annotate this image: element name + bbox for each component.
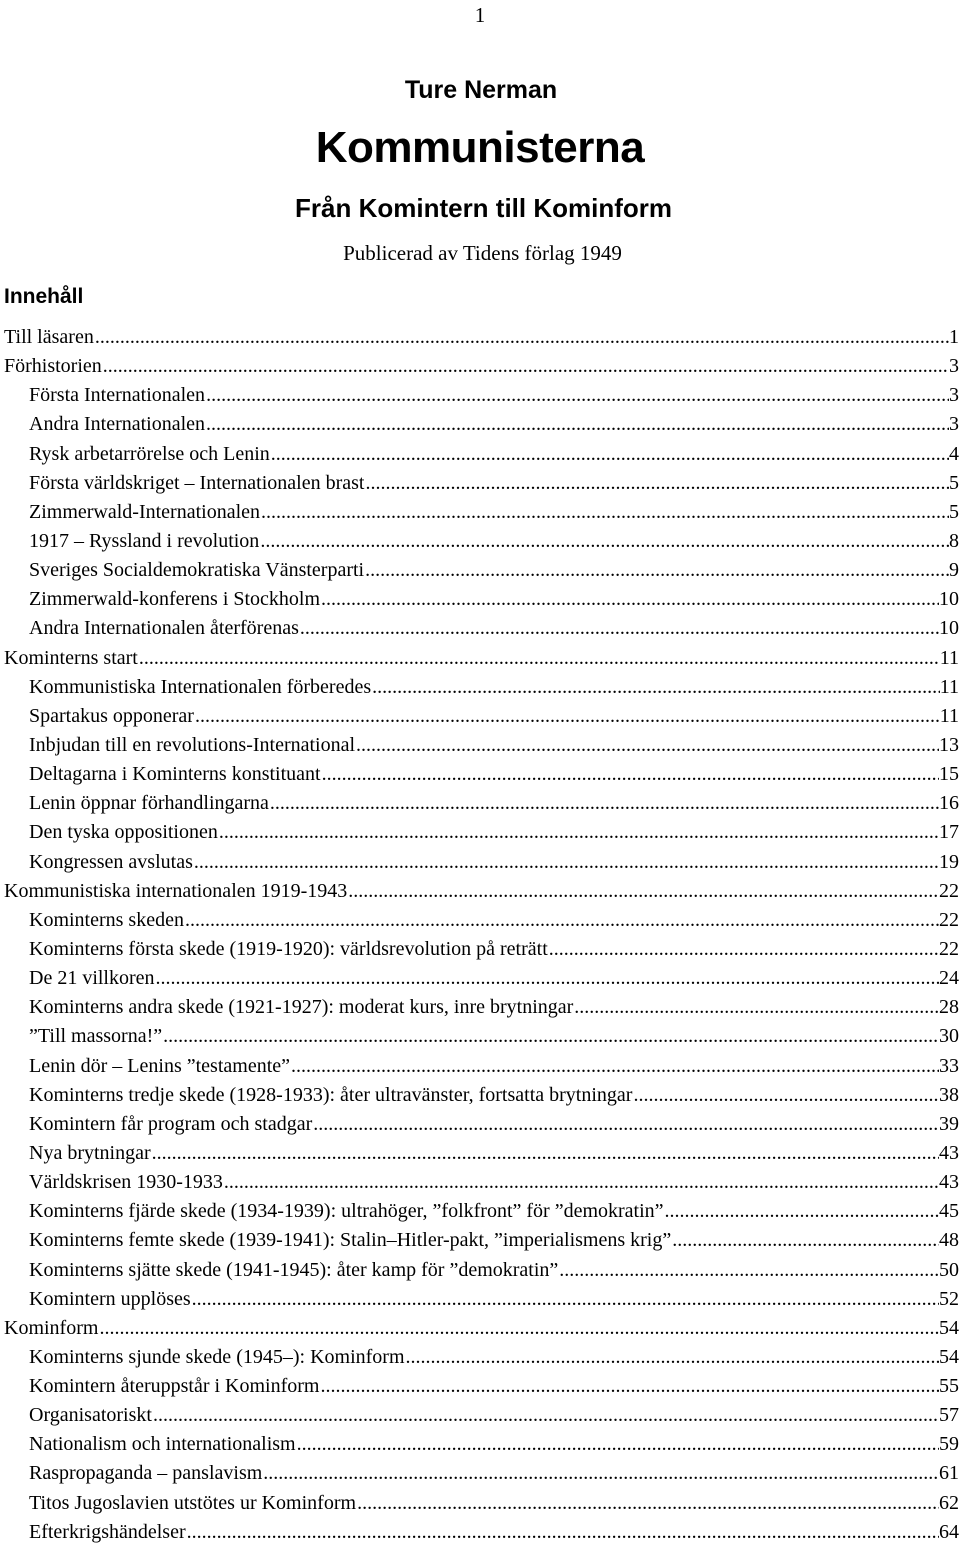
toc-entry-title: Deltagarna i Kominterns konstituant [29, 763, 321, 786]
toc-entry-page-number: 19 [939, 850, 959, 873]
toc-entry-page-number: 17 [939, 821, 959, 844]
toc-entry[interactable] [4, 1139, 959, 1168]
toc-entry[interactable] [4, 498, 959, 527]
toc-entry[interactable] [4, 469, 959, 498]
toc-entry[interactable] [4, 440, 959, 469]
toc-entry-title: Kongressen avslutas [29, 850, 193, 873]
toc-entry-page-number: 10 [939, 617, 959, 640]
dot-leader [151, 1139, 939, 1168]
toc-entry-page-number: 59 [939, 1433, 959, 1456]
toc-entry-page-number: 1 [949, 326, 959, 348]
toc-entry-title: Kominterns sjunde skede (1945–): Kominform [29, 1345, 405, 1368]
toc-entry-page-number: 45 [939, 1200, 959, 1223]
toc-entry-page-number: 11 [939, 675, 959, 698]
dot-leader [205, 410, 949, 439]
toc-entry[interactable] [4, 1197, 959, 1226]
dot-leader [290, 1052, 939, 1081]
toc-entry-title: Inbjudan till en revolutions-International [29, 733, 356, 756]
toc-entry[interactable] [4, 1022, 959, 1051]
toc-entry[interactable] [4, 614, 959, 643]
table-of-contents [4, 323, 959, 1547]
dot-leader [364, 469, 949, 498]
toc-entry-page-number: 48 [939, 1229, 959, 1252]
toc-entry-title: Den tyska oppositionen [29, 821, 218, 844]
toc-entry-page-number: 5 [949, 500, 959, 523]
dot-leader [321, 760, 939, 789]
dot-leader [102, 352, 949, 381]
toc-entry-page-number: 5 [949, 471, 959, 494]
toc-entry-title: Komintern upplöses [29, 1287, 191, 1310]
toc-entry-title: Komintern återuppstår i Kominform [29, 1375, 320, 1398]
toc-entry-title: Spartakus opponerar [29, 704, 194, 727]
toc-entry-title: Första Internationalen [29, 384, 206, 407]
dot-leader [312, 1110, 939, 1139]
toc-entry[interactable] [4, 1372, 959, 1401]
toc-entry-page-number: 57 [939, 1404, 959, 1427]
toc-entry-title: Nationalism och internationalism [29, 1433, 296, 1456]
toc-entry[interactable] [4, 760, 959, 789]
document-title: Kommunisterna [315, 123, 645, 172]
toc-entry-page-number: 10 [939, 588, 959, 611]
toc-entry-page-number: 39 [939, 1112, 959, 1135]
dot-leader [162, 1022, 939, 1051]
toc-entry[interactable] [4, 702, 959, 731]
dot-leader [558, 1256, 939, 1285]
toc-entry-title: Förhistorien [4, 355, 102, 378]
toc-entry[interactable] [4, 1343, 959, 1372]
dot-leader [260, 498, 949, 527]
toc-entry[interactable] [4, 556, 959, 585]
toc-entry-page-number: 43 [939, 1141, 959, 1164]
toc-entry-page-number: 13 [939, 733, 959, 756]
dot-leader [191, 1285, 939, 1314]
toc-entry[interactable] [4, 731, 959, 760]
toc-entry[interactable] [4, 410, 959, 439]
toc-entry-title: Kominterns start [4, 646, 138, 669]
toc-entry[interactable] [4, 848, 959, 877]
toc-entry-page-number: 9 [949, 559, 959, 582]
toc-entry[interactable] [4, 585, 959, 614]
toc-entry-title: ”Till massorna!” [29, 1025, 163, 1048]
dot-leader [270, 440, 949, 469]
toc-entry-title: Andra Internationalen [29, 413, 206, 436]
toc-entry-title: Kommunistiska Internationalen förberedes [29, 675, 372, 698]
toc-entry[interactable] [4, 381, 959, 410]
toc-entry-page-number: 62 [939, 1491, 959, 1514]
dot-leader [223, 1168, 939, 1197]
toc-entry-title: Efterkrigshändelser [29, 1520, 186, 1543]
toc-entry[interactable] [4, 993, 959, 1022]
toc-entry-title: Kominterns andra skede (1921-1927): moderat kurs, inre brytningar [29, 996, 574, 1019]
toc-entry-title: Världskrisen 1930-1933 [29, 1171, 223, 1194]
dot-leader [296, 1430, 939, 1459]
toc-entry-title: Komintern får program och stadgar [29, 1112, 313, 1135]
toc-entry[interactable] [4, 1285, 959, 1314]
toc-entry-page-number: 24 [939, 967, 959, 990]
toc-entry-page-number: 3 [949, 413, 959, 436]
dot-leader [371, 673, 940, 702]
dot-leader [155, 964, 939, 993]
dot-leader [138, 644, 940, 673]
dot-leader [320, 1372, 940, 1401]
dot-leader [364, 556, 949, 585]
toc-entry[interactable] [4, 673, 959, 702]
toc-entry[interactable] [4, 964, 959, 993]
toc-entry[interactable] [4, 818, 959, 847]
toc-entry[interactable] [4, 1226, 959, 1255]
toc-entry-title: Titos Jugoslavien utstötes ur Kominform [29, 1491, 357, 1514]
toc-entry-title: Kominform [4, 1316, 99, 1339]
toc-entry[interactable] [4, 1401, 959, 1430]
toc-entry[interactable] [4, 1518, 959, 1547]
toc-entry-page-number: 30 [939, 1025, 959, 1048]
toc-entry[interactable] [4, 789, 959, 818]
dot-leader [186, 1518, 939, 1547]
dot-leader [320, 585, 939, 614]
toc-entry-title: Kommunistiska internationalen 1919-1943 [4, 879, 348, 902]
toc-entry-title: Sveriges Socialdemokratiska Vänsterparti [29, 559, 365, 582]
dot-leader [98, 1314, 939, 1343]
toc-entry-title: Kominterns tredje skede (1928-1933): åter ultravänster, fortsatta brytningar [29, 1083, 633, 1106]
toc-entry-page-number: 64 [939, 1520, 959, 1543]
toc-entry[interactable] [4, 877, 959, 906]
toc-entry-page-number: 22 [939, 937, 959, 960]
toc-entry[interactable] [4, 1314, 959, 1343]
toc-entry-title: Raspropaganda – panslavism [29, 1462, 263, 1485]
toc-entry-title: 1917 – Ryssland i revolution [29, 529, 260, 552]
toc-entry-title: Kominterns skeden [29, 908, 184, 931]
toc-entry-page-number: 38 [939, 1083, 959, 1106]
dot-leader [573, 993, 939, 1022]
dot-leader [664, 1197, 939, 1226]
dot-leader [193, 848, 939, 877]
toc-entry-title: Andra Internationalen återförenas [29, 617, 299, 640]
dot-leader [184, 906, 939, 935]
toc-entry-title: Till läsaren [4, 326, 94, 348]
toc-entry-page-number: 22 [939, 908, 959, 931]
toc-entry[interactable] [4, 906, 959, 935]
toc-entry-page-number: 28 [939, 996, 959, 1019]
toc-entry-page-number: 52 [939, 1287, 959, 1310]
toc-entry-page-number: 22 [939, 879, 959, 902]
toc-entry-page-number: 43 [939, 1171, 959, 1194]
toc-heading: Innehåll [4, 285, 84, 308]
dot-leader [405, 1343, 940, 1372]
dot-leader [94, 323, 949, 352]
dot-leader [152, 1401, 939, 1430]
toc-entry-page-number: 11 [939, 646, 959, 669]
publication-info: Publicerad av Tidens förlag 1949 [343, 241, 622, 265]
toc-entry-page-number: 61 [939, 1462, 959, 1485]
dot-leader [355, 731, 939, 760]
dot-leader [218, 818, 939, 847]
toc-entry[interactable] [4, 1110, 959, 1139]
toc-entry-page-number: 50 [939, 1258, 959, 1281]
toc-entry-page-number: 55 [939, 1375, 959, 1398]
toc-entry-page-number: 54 [939, 1345, 959, 1368]
page-number: 1 [474, 3, 486, 27]
toc-entry-title: Kominterns femte skede (1939-1941): Stalin–Hitler-pakt, ”imperialismens krig” [29, 1229, 672, 1252]
dot-leader [356, 1489, 939, 1518]
dot-leader [269, 789, 939, 818]
document-subtitle: Från Komintern till Kominform [295, 193, 672, 223]
toc-entry-title: Nya brytningar [29, 1141, 151, 1164]
author-name: Ture Nerman [404, 76, 558, 104]
toc-entry-page-number: 54 [939, 1316, 959, 1339]
dot-leader [205, 381, 949, 410]
toc-entry-page-number: 11 [939, 704, 959, 727]
toc-entry[interactable] [4, 644, 959, 673]
toc-entry-title: De 21 villkoren [29, 967, 155, 990]
dot-leader [262, 1459, 939, 1488]
toc-entry-page-number: 8 [949, 529, 959, 552]
toc-entry[interactable] [4, 323, 959, 352]
toc-entry[interactable] [4, 1489, 959, 1518]
dot-leader [632, 1081, 939, 1110]
toc-entry[interactable] [4, 1081, 959, 1110]
dot-leader [548, 935, 939, 964]
toc-entry-title: Zimmerwald-Internationalen [29, 500, 261, 523]
toc-entry[interactable] [4, 527, 959, 556]
toc-entry-page-number: 15 [939, 763, 959, 786]
toc-entry[interactable] [4, 1459, 959, 1488]
toc-entry-title: Kominterns sjätte skede (1941-1945): åter kamp för ”demokratin” [29, 1258, 559, 1281]
toc-entry-title: Första världskriget – Internationalen brast [29, 471, 365, 494]
toc-entry[interactable] [4, 1052, 959, 1081]
toc-entry-title: Rysk arbetarrörelse och Lenin [29, 442, 270, 465]
toc-entry[interactable] [4, 1168, 959, 1197]
toc-entry-title: Zimmerwald-konferens i Stockholm [29, 588, 321, 611]
toc-entry[interactable] [4, 1256, 959, 1285]
toc-entry-page-number: 4 [949, 442, 959, 465]
toc-entry-title: Lenin öppnar förhandlingarna [29, 792, 269, 815]
dot-leader [259, 527, 949, 556]
dot-leader [347, 877, 939, 906]
toc-entry-page-number: 33 [939, 1054, 959, 1077]
toc-entry-page-number: 16 [939, 792, 959, 815]
toc-entry-title: Kominterns första skede (1919-1920): världsrevolution på reträtt [29, 937, 548, 960]
toc-entry[interactable] [4, 352, 959, 381]
dot-leader [671, 1226, 939, 1255]
toc-entry[interactable] [4, 1430, 959, 1459]
toc-entry-title: Kominterns fjärde skede (1934-1939): ultrahöger, ”folkfront” för ”demokratin” [29, 1200, 664, 1223]
toc-entry-title: Lenin dör – Lenins ”testamente” [29, 1054, 291, 1077]
dot-leader [299, 614, 939, 643]
dot-leader [194, 702, 940, 731]
toc-entry-page-number: 3 [949, 384, 959, 407]
toc-entry-page-number: 3 [949, 355, 959, 378]
toc-entry[interactable] [4, 935, 959, 964]
toc-entry-title: Organisatoriskt [29, 1404, 152, 1427]
